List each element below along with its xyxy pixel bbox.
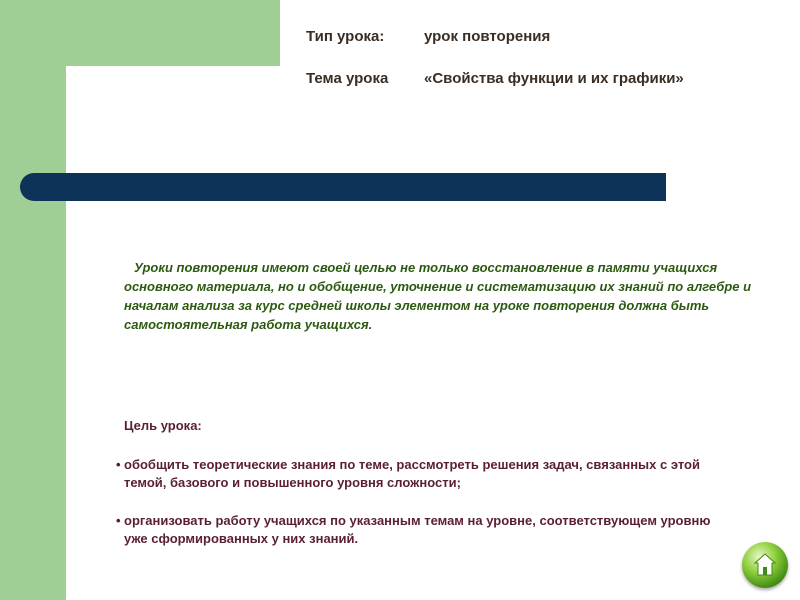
- goal-title: Цель урока:: [124, 418, 202, 433]
- divider-bar: [20, 173, 666, 201]
- lesson-type-value: урок повторения: [424, 28, 551, 45]
- home-icon: [753, 552, 777, 578]
- home-button[interactable]: [742, 542, 788, 588]
- lesson-topic-value: «Свойства функции и их графики»: [424, 70, 684, 87]
- lesson-type-label: Тип урока:: [306, 28, 385, 45]
- bullet-icon: •: [116, 513, 121, 528]
- top-green-frame: [0, 0, 280, 66]
- lesson-topic-label: Тема урока: [306, 70, 389, 87]
- goal-item-text: организовать работу учащихся по указанным темам на уровне, соответствующем уровню уже сформированных у них знаний.: [124, 513, 711, 546]
- goal-item: [116, 512, 716, 548]
- goal-item: [116, 456, 716, 492]
- bullet-icon: •: [116, 457, 121, 472]
- left-green-frame: [0, 0, 66, 600]
- intro-paragraph: Уроки повторения имеют своей целью не только восстановление в памяти учащихся основного материала, но и обобщение, уточнение и систематизацию их знаний по алгебре и началам анализа за курс средней школы элементом на уроке повторения должна быть самостоятельная работа учащихся.: [124, 260, 752, 332]
- goal-item-text: обобщить теоретические знания по теме, рассмотреть решения задач, связанных с этой темой, базового и повышенного уровня сложности;: [124, 457, 700, 490]
